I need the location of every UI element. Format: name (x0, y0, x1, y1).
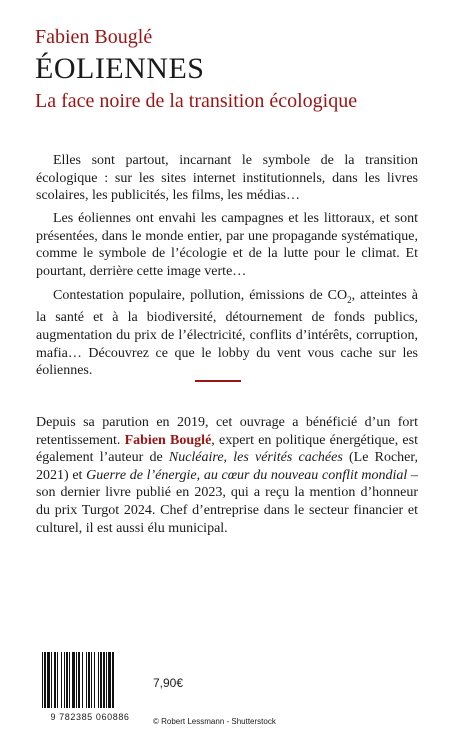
price-label: 7,90€ (153, 676, 184, 690)
blurb-paragraph-1: Elles sont partout, incarnant le symbole de la transition écologique : sur les sites internet institutionnels, dans les livres scolaires, les publicités, les films, les médias… (36, 153, 418, 204)
isbn-number: 9 782385 060886 (50, 712, 130, 722)
bio-author-name: Fabien Bouglé (124, 432, 212, 448)
blurb-p3-text-a: Contestation populaire, pollution, émissions de CO (53, 288, 348, 303)
bio-text-3: (Le Rocher, 2021) et (36, 450, 418, 483)
photo-credit: © Robert Lessmann - Shutterstock (153, 717, 276, 726)
bio-book-2: Guerre de l’énergie, au cœur du nouveau conflit mondial (86, 467, 408, 483)
author-name: Fabien Bouglé (35, 26, 153, 48)
blurb-paragraph-2: Les éoliennes ont envahi les campagnes et les littoraux, et sont présentées, dans le monde entier, par une propagande systématique, comme le symbole de l’écologie et de la lutte pour le climat. Et pourtant, derrière cette image verte… (36, 211, 418, 279)
bio-book-1: Nucléaire, les vérités cachées (168, 450, 343, 466)
blurb-p3-text-b: , atteintes à la santé et à la biodiversité, détournement de fonds publics, augmentation du prix de l’électricité, conflits d’intérêts, corruption, mafia… Découvrez ce que le lobby du vent vous cache sur les éoliennes. (36, 288, 418, 379)
bio-text-1: Depuis sa parution en 2019, cet ouvrage a bénéficié d’un fort retentissement. (36, 415, 418, 448)
bio-text-2: , expert en politique énergétique, est également l’auteur de (36, 432, 418, 466)
book-title: ÉOLIENNES (35, 52, 205, 85)
barcode-bars (36, 650, 144, 710)
isbn-barcode (36, 650, 144, 722)
blurb-paragraph-3 (36, 287, 418, 380)
section-divider (195, 380, 241, 382)
co2-subscript: 2 (347, 294, 352, 305)
book-subtitle: La face noire de la transition écologique (35, 90, 358, 112)
author-bio (36, 414, 418, 537)
bio-text-4: – son dernier livre publié en 2023, qui a reçu la mention d’honneur du prix Turgot 2024. Chef d’entreprise dans le secteur financier et culturel, il est aussi élu municipal. (36, 467, 419, 536)
